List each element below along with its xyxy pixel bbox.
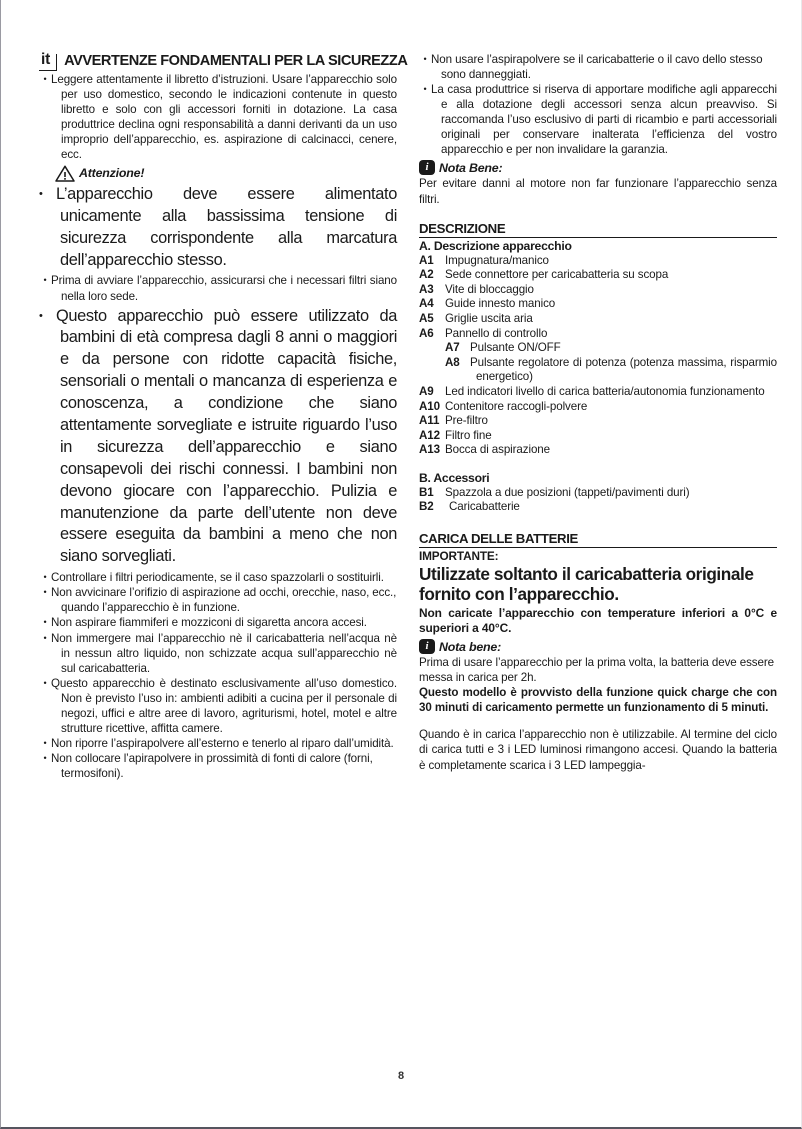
page-number: 8 [397, 1070, 405, 1082]
safety-bullets-top [39, 72, 397, 162]
subheading-descrizione-apparecchio: A. Descrizione apparecchio [419, 238, 572, 253]
item-code: A6 [419, 326, 434, 340]
right-column [419, 52, 777, 781]
list-item [419, 414, 777, 429]
list-item [419, 486, 777, 501]
item-code: A7 [445, 341, 460, 355]
item-code: A11 [419, 414, 440, 428]
important-submessage: Non caricate l’apparecchio con temperature inferiori a 0°C e superiori a 40°C. [419, 605, 777, 635]
bullet-icon: • [43, 632, 47, 643]
bullet-icon: • [423, 54, 427, 64]
bullet-icon: • [43, 587, 47, 598]
bullet-icon: • [43, 737, 47, 748]
list-item [39, 615, 397, 630]
item-label: Pulsante ON/OFF [470, 341, 561, 355]
language-tag: it [39, 52, 56, 71]
list-item [419, 312, 777, 327]
emphasis-bullet-1-text: L’apparecchio deve essere alimentato unicamente alla bassissima tensione di sicurezza corrispondente alla marcatura dell’apparecchio stesso. [56, 184, 397, 269]
list-item [39, 570, 397, 585]
item-code: A10 [419, 399, 440, 413]
important-message: Utilizzate soltanto il caricabatteria originale fornito con l’apparecchio. [419, 564, 754, 605]
list-item-text: Questo apparecchio è destinato esclusivamente all’uso domestico. Non è previsto l’uso in: ambienti adibiti a cucina per il personale di negozi, uffici e altre aree di lavoro, agriturismi, hotel, motel e altre strutture ricettive, affitta camere. [51, 676, 397, 735]
bullet-icon: • [423, 84, 427, 95]
item-label: Impugnatura/manico [445, 253, 549, 267]
important-label: IMPORTANTE: [419, 549, 499, 564]
list-item [39, 585, 397, 615]
list-item-text: Leggere attentamente il libretto d’istruzioni. Usare l’apparecchio solo per uso domestico, secondo le indicazioni contenute in questo libretto e solo con gli accessori forniti in dotazione. La casa produttrice declina ogni responsabilità a danni derivanti da un uso improprio dell’apparecchio, es. aspirazione di calcinacci, cenere, ecc. [51, 72, 397, 161]
bullet-icon: • [39, 309, 43, 322]
list-item [419, 385, 777, 400]
list-item [419, 356, 777, 385]
bullet-icon: • [43, 275, 47, 286]
item-label: Vite di bloccaggio [445, 282, 534, 296]
safety-bullets-bottom [39, 570, 397, 781]
two-column-layout [39, 52, 777, 781]
item-code: B2 [419, 500, 434, 514]
item-label: Led indicatori livello di carica batteria/autonomia funzionamento [445, 384, 765, 398]
list-item [419, 82, 777, 157]
item-code: A9 [419, 384, 434, 398]
list-item [419, 52, 777, 82]
emphasis-bullet-2 [39, 306, 397, 569]
list-item-text: Non immergere mai l’apparecchio nè il caricabatteria nell’acqua nè in nessun altro liquido, non schizzate acqua sull’apparecchio nè sul caricabatteria. [51, 631, 397, 675]
item-label: Contenitore raccogli-polvere [445, 399, 588, 413]
section-heading-descrizione: DESCRIZIONE [419, 221, 777, 238]
page-content [39, 52, 777, 781]
quick-charge-note: Questo modello è provvisto della funzione quick charge che con 30 minuti di caricamento permette un funzionamento di 5 minuti. [419, 686, 777, 715]
attention-label: Attenzione! [79, 166, 145, 181]
list-item [419, 268, 777, 283]
item-code: A5 [419, 311, 434, 325]
subheading-accessori: B. Accessori [419, 470, 490, 485]
item-code: A2 [419, 268, 434, 282]
item-label: Pannello di controllo [445, 326, 548, 340]
list-item [419, 341, 777, 356]
bullet-icon: • [43, 677, 47, 688]
list-item [419, 327, 777, 342]
list-item [419, 254, 777, 269]
list-item-text: Non aspirare fiammiferi e mozziconi di sigaretta ancora accesi. [51, 616, 367, 630]
list-item [39, 751, 397, 781]
attention-callout [39, 165, 397, 182]
section-heading-carica-batterie: CARICA DELLE BATTERIE [419, 531, 777, 548]
list-item [419, 297, 777, 312]
item-label: Caricabatterie [449, 500, 520, 514]
item-label: Pulsante regolatore di potenza (potenza massima, risparmio energetico) [470, 355, 777, 384]
item-label: Bocca di aspirazione [445, 443, 550, 457]
bullet-icon: • [43, 617, 47, 628]
item-code: A1 [419, 253, 434, 267]
chapter-header [39, 51, 408, 71]
list-item [419, 283, 777, 298]
list-item [419, 400, 777, 415]
info-icon: i [419, 639, 435, 654]
bullet-icon: • [43, 73, 47, 84]
item-label: Filtro fine [445, 428, 492, 442]
item-label: Pre-filtro [445, 414, 488, 428]
emphasis-bullet-1 [39, 184, 397, 272]
list-item [419, 429, 777, 444]
list-item [39, 72, 397, 162]
list-item-text: Prima di avviare l’apparecchio, assicurarsi che i necessari filtri siano nella loro sede. [51, 274, 397, 303]
item-code: B1 [419, 485, 434, 499]
note-callout-1 [419, 160, 777, 175]
item-label: Guide innesto manico [445, 297, 556, 311]
bullet-icon: • [43, 753, 47, 763]
left-column [39, 51, 408, 781]
item-code: A12 [419, 428, 440, 442]
item-list-b [419, 486, 777, 515]
list-item-text: Non collocare l’apirapolvere in prossimità di fonti di calore (forni, termosifoni). [51, 752, 373, 781]
note-label: Nota bene: [439, 639, 502, 654]
list-item [39, 273, 397, 303]
item-label: Sede connettore per caricabatteria su scopa [445, 268, 669, 282]
list-item [419, 500, 777, 515]
list-item-text: Non usare l’aspirapolvere se il caricabatterie o il cavo dello stesso sono danneggiati. [431, 53, 763, 82]
safety-bullets-right [419, 52, 777, 157]
info-icon: i [419, 160, 435, 175]
charging-text: Quando è in carica l’apparecchio non è utilizzabile. Al termine del ciclo di carica tutti e 3 i LED luminosi rimangono accesi. Quando la batteria è completamente scarica i 3 LED lampeggia- [419, 728, 777, 772]
list-item [39, 631, 397, 676]
note-label: Nota Bene: [439, 160, 503, 175]
list-item [419, 443, 777, 458]
note-text-2: Prima di usare l’apparecchio per la prima volta, la batteria deve essere messa in carica per 2h. [419, 656, 774, 685]
item-label: Griglie uscita aria [445, 311, 533, 325]
page-title: AVVERTENZE FONDAMENTALI PER LA SICUREZZA [56, 54, 407, 71]
list-item [39, 736, 397, 751]
item-code: A4 [419, 297, 434, 311]
item-list-a [419, 254, 777, 458]
note-text-1: Per evitare danni al motore non far funzionare l’apparecchio senza filtri. [419, 177, 777, 206]
note-callout-2 [419, 639, 777, 654]
item-code: A8 [445, 355, 460, 369]
list-item-text: Non riporre l’aspirapolvere all’esterno e tenerlo al riparo dall’umidità. [51, 736, 394, 750]
item-code: A13 [419, 443, 440, 457]
item-code: A3 [419, 282, 434, 296]
list-item-text: Controllare i filtri periodicamente, se il caso spazzolarli o sostituirli. [51, 571, 384, 585]
bullet-icon: • [43, 572, 47, 583]
item-label: Spazzola a due posizioni (tappeti/pavimenti duri) [445, 485, 690, 499]
emphasis-bullet-2-text: Questo apparecchio può essere utilizzato da bambini di età compresa dagli 8 anni o maggiori e da persone con ridotte capacità fisiche, sensoriali o mentali o mancanza di esperienza e conoscenza, a condizione che siano attentamente sorvegliate e istruite riguardo l’uso in sicurezza dell’apparecchio e siano consapevoli dei rischi connessi. I bambini non devono giocare con l’apparecchio. Pulizia e manutenzione da parte dell’utente non deve essere eseguita da bambini a meno che non siano sorvegliati. [56, 306, 397, 566]
warning-triangle-icon [55, 165, 75, 182]
bullet-icon: • [39, 187, 43, 200]
list-item-text: La casa produttrice si riserva di apportare modifiche agli apparecchi e alla dotazione degli accessori senza alcun preavviso. Si raccomanda l’uso esclusivo di parti di ricambio e parti accessoriali originali per conservare inalterata l’efficienza del vostro apparecchio e per non invalidare la garanzia. [431, 83, 777, 157]
list-item [39, 676, 397, 736]
list-item-text: Non avvicinare l’orifizio di aspirazione ad occhi, orecchie, naso, ecc., quando l’apparecchio è in funzione. [51, 586, 397, 615]
